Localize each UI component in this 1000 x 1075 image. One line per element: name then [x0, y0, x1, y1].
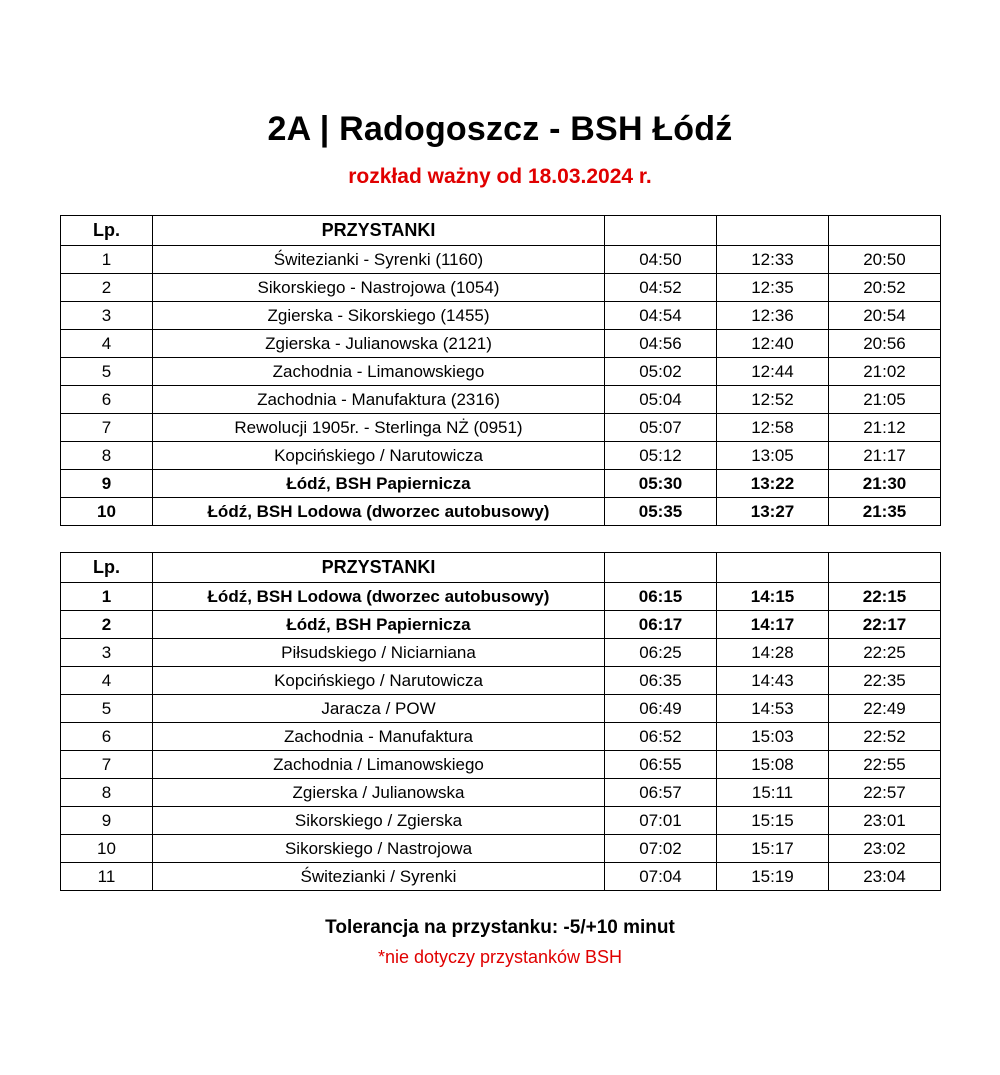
departure-time-cell: 21:35: [829, 498, 941, 526]
row-index-cell: 3: [61, 639, 153, 667]
departure-time-cell: 21:30: [829, 470, 941, 498]
stop-name-cell: Zgierska - Sikorskiego (1455): [153, 302, 605, 330]
departure-time-cell: 04:50: [605, 246, 717, 274]
table-row: [61, 386, 941, 414]
row-index-cell: 9: [61, 470, 153, 498]
departure-time-cell: 22:15: [829, 583, 941, 611]
stop-name-cell: Zachodnia / Limanowskiego: [153, 751, 605, 779]
departure-time-cell: 22:35: [829, 667, 941, 695]
schedule-table-return-wrap: [60, 552, 940, 891]
departure-time-cell: 15:11: [717, 779, 829, 807]
departure-time-cell: 21:12: [829, 414, 941, 442]
stop-name-cell: Łódź, BSH Papiernicza: [153, 470, 605, 498]
table-row: [61, 611, 941, 639]
departure-time-cell: 05:07: [605, 414, 717, 442]
departure-time-cell: 15:15: [717, 807, 829, 835]
table-row: [61, 498, 941, 526]
departure-time-cell: 06:25: [605, 639, 717, 667]
departure-time-cell: 12:36: [717, 302, 829, 330]
departure-time-cell: 23:02: [829, 835, 941, 863]
table-row: [61, 779, 941, 807]
row-index-cell: 5: [61, 358, 153, 386]
timetable-page: [0, 110, 1000, 1075]
column-header-course-1: [605, 553, 717, 583]
row-index-cell: 6: [61, 386, 153, 414]
table-row: [61, 246, 941, 274]
row-index-cell: 2: [61, 274, 153, 302]
departure-time-cell: 04:54: [605, 302, 717, 330]
departure-time-cell: 14:43: [717, 667, 829, 695]
departure-time-cell: 23:04: [829, 863, 941, 891]
bsh-exception-note: *nie dotyczy przystanków BSH: [377, 947, 623, 967]
departure-time-cell: 22:49: [829, 695, 941, 723]
departure-time-cell: 15:19: [717, 863, 829, 891]
departure-time-cell: 23:01: [829, 807, 941, 835]
departure-time-cell: 20:56: [829, 330, 941, 358]
table-row: [61, 274, 941, 302]
column-header-lp: Lp.: [61, 553, 153, 583]
schedule-table-outbound: [60, 215, 941, 526]
departure-time-cell: 12:44: [717, 358, 829, 386]
departure-time-cell: 06:49: [605, 695, 717, 723]
departure-time-cell: 06:52: [605, 723, 717, 751]
departure-time-cell: 07:02: [605, 835, 717, 863]
departure-time-cell: 14:15: [717, 583, 829, 611]
departure-time-cell: 14:53: [717, 695, 829, 723]
departure-time-cell: 07:04: [605, 863, 717, 891]
table-row: [61, 863, 941, 891]
table-row: [61, 667, 941, 695]
departure-time-cell: 05:12: [605, 442, 717, 470]
column-header-course-2: [717, 216, 829, 246]
column-header-course-3: [829, 553, 941, 583]
stop-name-cell: Zachodnia - Manufaktura: [153, 723, 605, 751]
row-index-cell: 4: [61, 330, 153, 358]
table-row: [61, 302, 941, 330]
table-row: [61, 583, 941, 611]
departure-time-cell: 15:17: [717, 835, 829, 863]
row-index-cell: 6: [61, 723, 153, 751]
stop-name-cell: Zachodnia - Limanowskiego: [153, 358, 605, 386]
column-header-lp: Lp.: [61, 216, 153, 246]
stop-name-cell: Piłsudskiego / Niciarniana: [153, 639, 605, 667]
departure-time-cell: 13:05: [717, 442, 829, 470]
departure-time-cell: 05:04: [605, 386, 717, 414]
departure-time-cell: 15:03: [717, 723, 829, 751]
row-index-cell: 8: [61, 779, 153, 807]
departure-time-cell: 12:35: [717, 274, 829, 302]
departure-time-cell: 13:22: [717, 470, 829, 498]
departure-time-cell: 21:17: [829, 442, 941, 470]
departure-time-cell: 20:52: [829, 274, 941, 302]
row-index-cell: 3: [61, 302, 153, 330]
row-index-cell: 7: [61, 414, 153, 442]
stop-name-cell: Świtezianki / Syrenki: [153, 863, 605, 891]
stop-name-cell: Sikorskiego / Nastrojowa: [153, 835, 605, 863]
row-index-cell: 5: [61, 695, 153, 723]
departure-time-cell: 20:54: [829, 302, 941, 330]
stop-name-cell: Łódź, BSH Lodowa (dworzec autobusowy): [153, 583, 605, 611]
departure-time-cell: 20:50: [829, 246, 941, 274]
stop-name-cell: Łódź, BSH Lodowa (dworzec autobusowy): [153, 498, 605, 526]
row-index-cell: 1: [61, 583, 153, 611]
row-index-cell: 9: [61, 807, 153, 835]
tolerance-note: Tolerancja na przystanku: -5/+10 minut: [325, 917, 675, 938]
departure-time-cell: 22:55: [829, 751, 941, 779]
column-header-stops: PRZYSTANKI: [153, 216, 605, 246]
departure-time-cell: 04:56: [605, 330, 717, 358]
stop-name-cell: Sikorskiego / Zgierska: [153, 807, 605, 835]
stop-name-cell: Świtezianki - Syrenki (1160): [153, 246, 605, 274]
row-index-cell: 8: [61, 442, 153, 470]
stop-name-cell: Kopcińskiego / Narutowicza: [153, 442, 605, 470]
departure-time-cell: 04:52: [605, 274, 717, 302]
table-body-return: [61, 583, 941, 891]
table-row: [61, 330, 941, 358]
table-row: [61, 442, 941, 470]
column-header-course-3: [829, 216, 941, 246]
departure-time-cell: 12:52: [717, 386, 829, 414]
departure-time-cell: 22:17: [829, 611, 941, 639]
table-row: [61, 835, 941, 863]
row-index-cell: 11: [61, 863, 153, 891]
page-title: 2A | Radogoszcz - BSH Łódź: [267, 110, 733, 148]
stop-name-cell: Jaracza / POW: [153, 695, 605, 723]
departure-time-cell: 05:02: [605, 358, 717, 386]
departure-time-cell: 06:55: [605, 751, 717, 779]
column-header-stops: PRZYSTANKI: [153, 553, 605, 583]
row-index-cell: 4: [61, 667, 153, 695]
table-row: [61, 751, 941, 779]
departure-time-cell: 07:01: [605, 807, 717, 835]
table-row: [61, 807, 941, 835]
departure-time-cell: 21:02: [829, 358, 941, 386]
departure-time-cell: 12:40: [717, 330, 829, 358]
table-row: [61, 695, 941, 723]
departure-time-cell: 05:35: [605, 498, 717, 526]
row-index-cell: 1: [61, 246, 153, 274]
row-index-cell: 2: [61, 611, 153, 639]
departure-time-cell: 06:57: [605, 779, 717, 807]
stop-name-cell: Sikorskiego - Nastrojowa (1054): [153, 274, 605, 302]
table-header-return: [61, 553, 941, 583]
stop-name-cell: Łódź, BSH Papiernicza: [153, 611, 605, 639]
departure-time-cell: 21:05: [829, 386, 941, 414]
schedule-table-outbound-wrap: [60, 215, 940, 526]
departure-time-cell: 06:15: [605, 583, 717, 611]
column-header-course-2: [717, 553, 829, 583]
footer-notes: [0, 917, 1000, 968]
row-index-cell: 10: [61, 835, 153, 863]
departure-time-cell: 12:33: [717, 246, 829, 274]
table-row: [61, 414, 941, 442]
departure-time-cell: 14:28: [717, 639, 829, 667]
departure-time-cell: 06:35: [605, 667, 717, 695]
departure-time-cell: 05:30: [605, 470, 717, 498]
table-header-row: [61, 216, 941, 246]
table-header-outbound: [61, 216, 941, 246]
departure-time-cell: 22:25: [829, 639, 941, 667]
departure-time-cell: 12:58: [717, 414, 829, 442]
stop-name-cell: Zgierska / Julianowska: [153, 779, 605, 807]
table-row: [61, 358, 941, 386]
departure-time-cell: 22:52: [829, 723, 941, 751]
departure-time-cell: 22:57: [829, 779, 941, 807]
stop-name-cell: Kopcińskiego / Narutowicza: [153, 667, 605, 695]
table-row: [61, 470, 941, 498]
departure-time-cell: 15:08: [717, 751, 829, 779]
table-header-row: [61, 553, 941, 583]
stop-name-cell: Zgierska - Julianowska (2121): [153, 330, 605, 358]
stop-name-cell: Zachodnia - Manufaktura (2316): [153, 386, 605, 414]
table-body-outbound: [61, 246, 941, 526]
schedule-table-return: [60, 552, 941, 891]
stop-name-cell: Rewolucji 1905r. - Sterlinga NŻ (0951): [153, 414, 605, 442]
departure-time-cell: 06:17: [605, 611, 717, 639]
validity-subtitle: rozkład ważny od 18.03.2024 r.: [348, 165, 652, 188]
row-index-cell: 10: [61, 498, 153, 526]
departure-time-cell: 14:17: [717, 611, 829, 639]
table-row: [61, 723, 941, 751]
table-row: [61, 639, 941, 667]
departure-time-cell: 13:27: [717, 498, 829, 526]
row-index-cell: 7: [61, 751, 153, 779]
column-header-course-1: [605, 216, 717, 246]
